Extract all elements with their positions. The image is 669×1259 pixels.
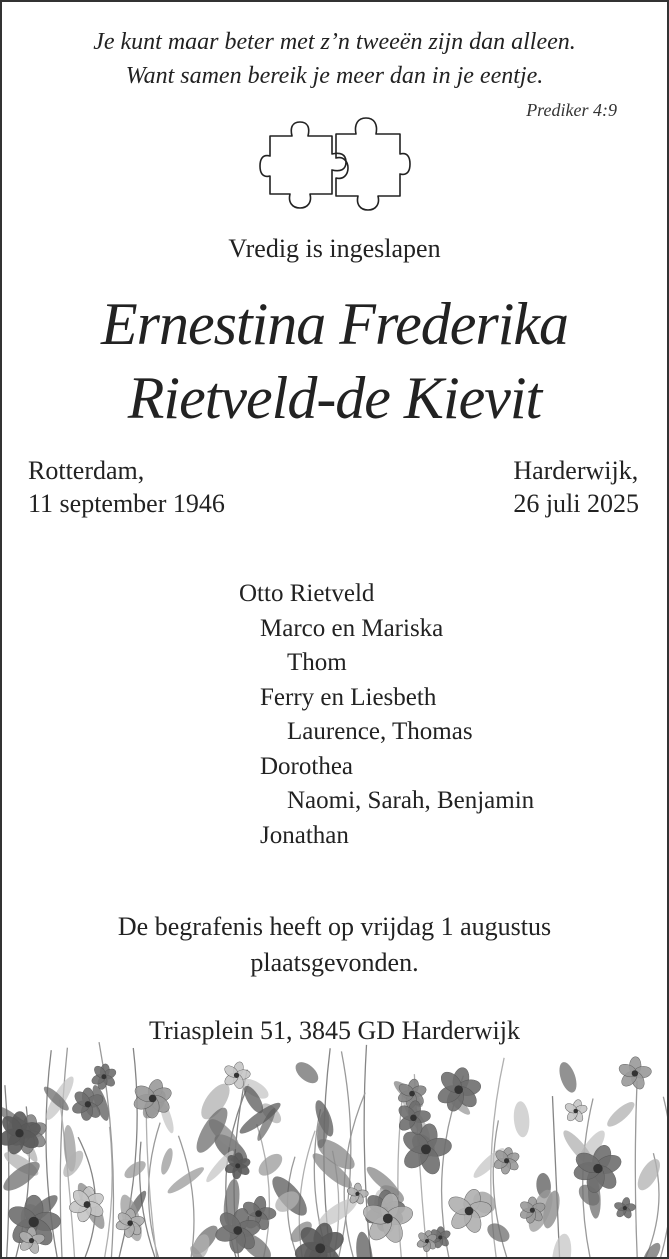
- family-member: Thom: [287, 649, 347, 676]
- death-info: [513, 454, 639, 520]
- family-member: Marco en Mariska: [260, 614, 444, 642]
- announcement-text: Vredig is ingeslapen: [228, 234, 441, 263]
- family-member: Naomi, Sarah, Benjamin: [287, 787, 535, 814]
- death-place: Harderwijk,: [513, 456, 639, 485]
- quote-reference: Prediker 4:9: [526, 100, 617, 120]
- family-member: Otto Rietveld: [239, 580, 375, 607]
- family-list: [239, 577, 534, 853]
- death-date: 26 juli 2025: [513, 489, 639, 518]
- family-member: Dorothea: [260, 752, 354, 780]
- puzzle-pieces-icon: [258, 114, 414, 212]
- deceased-name-line-2: Rietveld-de Kievit: [127, 365, 542, 431]
- family-member: Laurence, Thomas: [287, 718, 473, 745]
- birth-info: [28, 454, 225, 520]
- quote-line-2: Want samen bereik je meer dan in je eentje.: [125, 63, 544, 89]
- funeral-line-1: De begrafenis heeft op vrijdag 1 augustus: [117, 912, 552, 941]
- deceased-name-line-1: Ernestina Frederika: [100, 291, 568, 357]
- address-text: Triasplein 51, 3845 GD Harderwijk: [149, 1016, 520, 1045]
- funeral-line-2: plaatsgevonden.: [250, 948, 419, 977]
- birth-date: 11 september 1946: [28, 489, 225, 518]
- quote-line-1: Je kunt maar beter met z’n tweeën zijn dan alleen.: [93, 29, 576, 55]
- family-member: Ferry en Liesbeth: [260, 683, 437, 711]
- flower-border-decoration: [2, 1032, 667, 1257]
- birth-place: Rotterdam,: [28, 456, 145, 485]
- family-member: Jonathan: [260, 821, 349, 849]
